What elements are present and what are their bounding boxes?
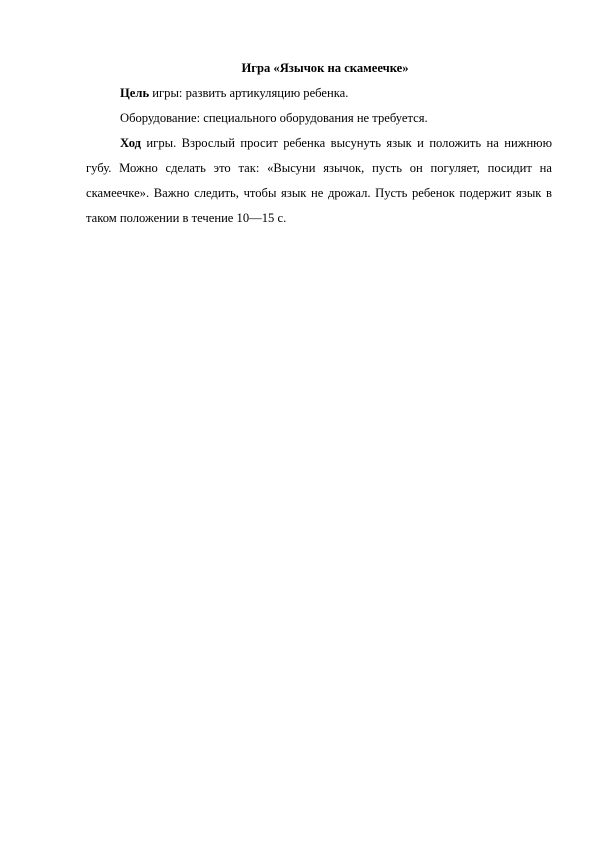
goal-paragraph xyxy=(86,81,552,106)
document-title: Игра «Язычок на скамеечке» xyxy=(241,61,409,75)
goal-label: Цель xyxy=(120,86,150,100)
procedure-paragraph xyxy=(86,131,552,231)
goal-text: игры: развить артикуляцию ребенка. xyxy=(149,86,349,100)
equipment-paragraph: Оборудование: специального оборудования не требуется. xyxy=(120,111,428,125)
procedure-label: Ход xyxy=(120,136,142,150)
procedure-text: игры. Взрослый просит ребенка высунуть язык и положить на нижнюю губу. Можно сделать это так: «Высуни язычок, пусть он погуляет, посидит на скамеечке». Важно следить, чтобы язык не дрожал. Пусть ребенок подержит язык в таком положении в течение 10—15 с. xyxy=(86,136,552,225)
document-body xyxy=(86,56,552,231)
